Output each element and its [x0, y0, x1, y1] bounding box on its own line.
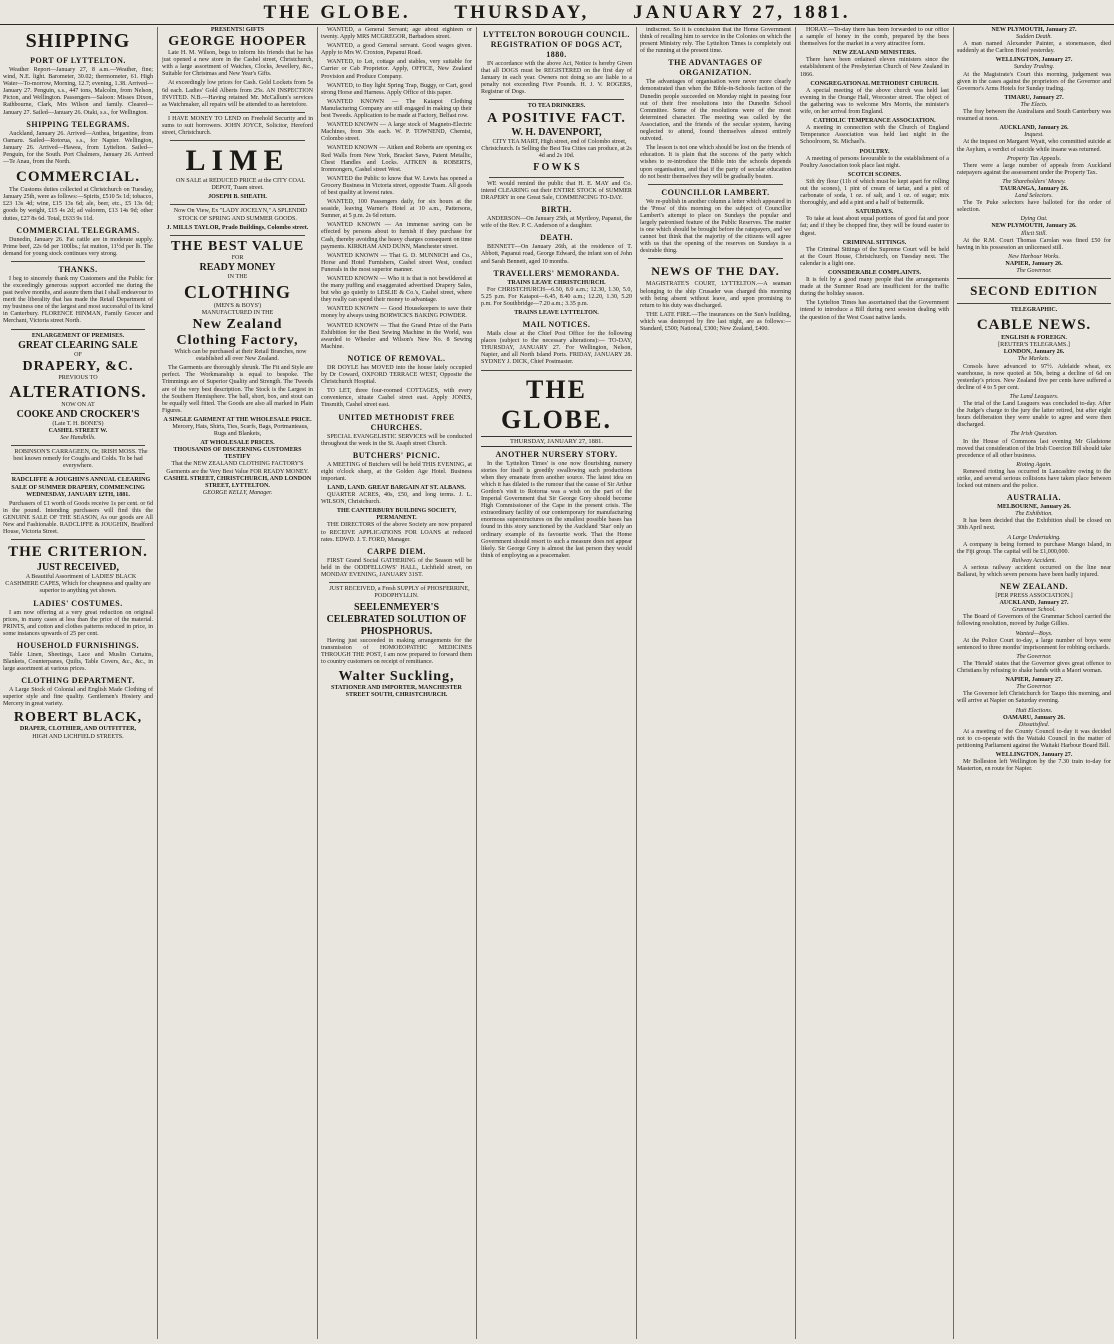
now-on-view-ad: Now On View, Ex "LADY JOCELYN," A SPLENDID STOCK OF SPRING AND SUMMER GOODS. [173, 208, 308, 222]
commercial-telegrams-text: Dunedin, January 26. Fat cattle are in moderate supply. Prime beef, 22s 6d per 100lbs.; fat mutton, 11½d per lb. The demand for young stock continues very strong. [3, 236, 153, 257]
wanted-ad-8: WANTED the Public to know that W. Lewis has opened a Grocery Business in Victoria street, opposite Tuam. All goods of best quality at lowest rates. [321, 175, 472, 196]
suckling-sub: STATIONER AND IMPORTER, MANCHESTER STREET SOUTH, CHRISTCHURCH. [331, 684, 462, 698]
closing-text: The Lyttelton Times has ascertained that the Government intend to introduce a Bill during next session dealing with the question of the West Coast native lands. [800, 300, 949, 321]
travellers-heading: TRAVELLERS' MEMORANDA. [493, 268, 620, 278]
cooke-crocker-heading: COOKE AND CROCKER'S [16, 408, 140, 420]
lime-text: ON SALE at REDUCED PRICE at the CITY COAL DEPOT, Tuam street. [175, 178, 306, 192]
wanted-ad-7: WANTED KNOWN — Aitken and Roberts are opening ex Red Walls from New York, Bracket Saws, Patent Metallic, Chest Handles and Locks. AITKEN & ROBERTS, Ironmongers, Cashel street West. [321, 145, 472, 173]
drapery-heading: DRAPERY, &C. [22, 358, 134, 374]
complaints-heading: CONSIDERABLE COMPLAINTS. [827, 270, 922, 276]
auckland-dateline: AUCKLAND, January 26. [999, 125, 1069, 132]
land-selectors-heading: Land Selectors. [1015, 193, 1053, 200]
plymouth-dateline-2: NEW PLYMOUTH, January 26. [991, 223, 1077, 230]
saturdays-heading: SATURDAYS. [855, 209, 894, 216]
column-rule [157, 27, 158, 1339]
column-1 [3, 27, 153, 1339]
london-dateline: LONDON, January 26. [1003, 349, 1065, 356]
lime-heading: LIME [185, 144, 290, 178]
melbourne-dateline: MELBOURNE, January 26. [997, 504, 1071, 511]
thanks-heading: THANKS. [58, 264, 98, 274]
column-3 [321, 27, 472, 1339]
seelenmeyer-text: Having just succeeded in making arrangements for the transmission of HOMOEOPATHIC MEDICINES THROUGH THE POST, I am now prepared to forward them to country customers on receipt of remittance. [321, 638, 472, 666]
clothing-heading: CLOTHING [183, 281, 292, 302]
ministers-heading: NEW ZEALAND MINISTERS. [832, 50, 917, 57]
oamaru-dateline: OAMARU, January 26. [1003, 714, 1065, 721]
of-label: OF [74, 351, 82, 358]
column-rule [636, 27, 637, 1339]
globe-leader-heading: THE GLOBE. [501, 374, 612, 434]
reuters-label: [REUTER'S TELEGRAMS.] [998, 342, 1070, 349]
birth-text: ANDERSON—On January 25th, at Myrtleoy, Papanui, the wife of the Rev. P. C. Anderson of a daughter. [481, 216, 632, 230]
mills-taylor-name: J. MILLS TAYLOR, Prado Buildings, Colombo street. [166, 224, 309, 231]
positive-fact-heading: A POSITIVE FACT. [487, 110, 626, 126]
wanted-ad-9: WANTED, 100 Passengers daily, for six hours at the seaside, leaving Warner's Hotel at 10 a.m., Pattersons, Sumner, at 5 p.m. 2s 6d return. [321, 199, 472, 220]
land-leaguers-heading: The Land Leaguers. [1009, 393, 1059, 400]
just-received-text: A Beautiful Assortment of LADIES' BLACK CASHMERE CAPES, Which for cheapness and quality are superior to anything yet shown. [5, 574, 151, 595]
seelenmeyer-heading: SEELENMEYER'S CELEBRATED SOLUTION OF PHOSPHORUS. [326, 602, 467, 638]
inquest-text: At the inquest on Margaret Wyatt, who committed suicide at the Asylum, a verdict of suicide while insane was returned. [957, 139, 1111, 153]
robert-black-sub: DRAPER, CLOTHIER, AND OUTFITTER, [19, 726, 137, 733]
sheath-name: JOSEPH B. SHEATH. [208, 194, 267, 201]
hutt-elections-heading: Hutt Elections. [1015, 707, 1053, 714]
governor-heading: The Governor. [1016, 268, 1052, 274]
news-heading: NEWS OF THE DAY. [651, 264, 780, 279]
poultry-heading: POULTRY. [859, 148, 890, 155]
congregational-text: A special meeting of the above church was held last evening in the Orange Hall, Worcester street. The object of the gathering was to welcome Mrs Morris, the minister's wife, on her arrival from England. [800, 87, 949, 116]
masthead-day: THURSDAY, [454, 2, 590, 23]
rioting-heading: Rioting Again. [1016, 461, 1052, 468]
news-text: MAGISTRATE'S COURT, LYTTELTON.—A seaman belonging to the ship Crusader was charged this morning with being absent without leave, and upon promising to return to his duty was discharged. [640, 281, 791, 309]
poultry-text: A meeting of persons favourable to the establishment of a Poultry Association took place last night. [800, 155, 949, 169]
timaru-dateline: TIMARU, January 27. [1004, 94, 1064, 101]
wanted-ad-2: WANTED, a good General servant. Good wages given. Apply to Mrs W. Croxton, Papanui Road. [321, 43, 472, 57]
nz-clothing-factory-text: Which can be purchased at their Retail Branches, now established all over New Zealand. [174, 349, 307, 363]
markets-text: Consols have advanced to 97½. Adelaide wheat, ex warehouse, is now quoted at 50s, being a decline of 6d on yesterday's prices. New Zealand five per cents have suffered a decline of 4 to 5 per cent. [957, 363, 1111, 391]
tauranga-dateline: TAURANGA, January 26. [999, 185, 1069, 192]
butchers-heading: BUTCHERS' PICNIC. [352, 450, 441, 460]
births-heading: BIRTH. [541, 205, 572, 215]
second-edition-heading: SECOND EDITION [970, 283, 1098, 299]
deaths-heading: DEATH. [540, 233, 573, 243]
best-value-heading: THE BEST VALUE [170, 238, 305, 254]
garments-label: Garments are the Very Best Value FOR READY MONEY. [166, 468, 309, 475]
shipping-telegrams-text: Auckland, January 26. Arrived—Anthea, brigantine, from Oamaru. Sailed—Rotorua, s.s., for Napier. Wellington, January 26. Arrived—Hawea, from Lyttelton. Sailed—Penguin, for the South. Port Chalmers, January 26. Arrived—Te Anau, from the North. [3, 130, 153, 166]
english-foreign-heading: ENGLISH & FOREIGN. [1001, 335, 1067, 342]
carpe-diem-text: FIRST Grand Social GATHERING of the Season will be held in the ODDFELLOWS' HALL, Lichfield street, on MONDAY EVENING, JANUARY 31ST. [321, 557, 472, 578]
leader-continued-text: indiscreet. So it is conclusion that the Home Government think of recalling him to service in the Colonies on which the present Ministry rely. The Lyttelton Times is completely out of the running at the present time. [640, 27, 791, 55]
discerning-heading: THOUSANDS OF DISCERNING CUSTOMERS TESTIFY [173, 447, 302, 461]
previous-label: PREVIOUS TO [58, 374, 98, 381]
mail-text: Mails close at the Chief Post Office for the following places (subject to the necessary alterations):— TO-DAY, THURSDAY, JANUARY 27. For Wellington, Nelson, Napier, and all North Island Ports. FRIDAY, JANUARY 28. SYDNEY J. DICK, Chief Postmaster. [481, 331, 632, 366]
wholesale-heading: A SINGLE GARMENT AT THE WHOLESALE PRICE. [163, 416, 312, 423]
wanted-ad-6: WANTED KNOWN — A large stock of Magneto-Electric Machines, from 30s each. W. P. TOWNEND, Chemist, Colombo street. [321, 122, 472, 143]
undertaking-text: A company is being formed to purchase Mango Island, in the Fiji group. The capital will be £1,000,000. [957, 541, 1111, 555]
trains-heading: TRAINS LEAVE CHRISTCHURCH. [507, 279, 606, 286]
elects-heading: The Elects. [1020, 101, 1048, 108]
organization-text: The advantages of organisation were never more clearly demonstrated than when the Bible-in-Schools faction of the Dunedin people succeeded on Monday night in passing four out of their five resolutions into the Dunedin School Committee. Some of the resolutions were of the most determined character. The meeting was called by the Association, and the friends of the secular system, having neglected to attend, found themselves almost entirely outvoted. [640, 79, 791, 143]
cashel-street-label: CASHEL STREET W. [48, 428, 108, 434]
criterion-heading: THE CRITERION. [8, 544, 148, 561]
butchers-text: A MEETING of Butchers will be held THIS EVENING, at eight o'clock sharp, at the Golden Age Hotel. Business important. [321, 461, 472, 482]
column-rule [795, 27, 796, 1339]
organization-heading: THE ADVANTAGES OF ORGANIZATION. [668, 58, 763, 78]
wanted-ad-11: WANTED KNOWN — That G. D. MUNNICH and Co., Horse and Hotel Furnishers, Cashel street West, conduct Funerals in the most superior manner. [321, 252, 472, 273]
dying-out-heading: Dying Out. [1020, 216, 1048, 223]
criminal-text: The Criminal Sittings of the Supreme Court will be held at the Court House, Christchurch, on Tuesday next. The calendar is a light one. [800, 246, 949, 267]
for-label: FOR [231, 254, 244, 261]
masthead-paper: THE GLOBE. [263, 2, 411, 23]
shipping-heading: SHIPPING [25, 30, 131, 52]
trains-lyttelton-heading: TRAINS LEAVE LYTTELTON. [514, 309, 599, 316]
congregational-heading: CONGREGATIONAL METHODIST CHURCH. [810, 80, 939, 87]
nursery-story-text: In the 'Lyttelton Times' is one now flourishing nursery stories for itself is greedily swallowing such productions when they emanate from another source. The latest idea on which it has dilated is the rumour that the cause of Sir Arthur Gordon's visit to Rotorua was a wish on the part of the Imperial Government that Sir George Grey should become High Commissioner of the Cape in the present crisis. The extraordinary facility of our contemporary for manufacturing enormous superstructures on the smallest possible bases has found in this story sanctioned by the Auckland 'Star' only an ordinary example of its favourite work. That the Home Government should resort to such a measure does not appear likely. Sir George Grey is almost the last person they would think of employing as a peacemaker. [481, 460, 632, 559]
column-rule [953, 27, 954, 1339]
tea-heading: TO TEA DRINKERS. [527, 103, 586, 110]
wellington-dateline: WELLINGTON, January 27. [995, 57, 1073, 64]
complaints-text: It is felt by a good many people that the arrangements made at the Sumner Road are insufficient for the traffic during the holiday season. [800, 277, 949, 298]
land-selectors-text: The Te Puke selectors have balloted for the order of selection. [957, 200, 1111, 214]
factory-address: CASHEL STREET, CHRISTCHURCH, AND LONDON STREET, LYTTELTON. [163, 475, 312, 489]
cottages-ad: TO LET, three four-roomed COTTAGES, with every convenience, situate Cashel street east. Apply JONES, Tinsmith, Cashel street east. [321, 388, 472, 409]
sudden-death-text: A man named Alexander Painter, a stonemason, died suddenly at the Carlton Hotel yesterday. [957, 41, 1111, 55]
lambert-heading: COUNCILLOR LAMBERT. [661, 187, 770, 197]
new-zealand-heading: NEW ZEALAND. [999, 582, 1069, 592]
dissatisfied-heading: Dissatisfied. [1018, 721, 1050, 728]
commercial-heading: COMMERCIAL. [16, 169, 140, 186]
telegraphic-heading: TELEGRAPHIC. [1010, 307, 1058, 314]
land-heading: LAND, LAND. GREAT BARGAIN AT ST. ALBANS. [327, 484, 466, 491]
land-leaguers-text: The trial of the Land Leaguers was concluded to-day. After the Judge's charge to the jury the latter retired, but after eight hours deliberation they were unable to agree and were then discharged. [957, 401, 1111, 429]
irish-question-heading: The Irish Question. [1010, 431, 1058, 438]
sunday-trading-text: At the Magistrate's Court this morning, judgement was given in the cases against the proprietors of the Governor and Governor's Arms Hotels for Sunday trading. [957, 71, 1111, 92]
dogs-act-heading: LYTTELTON BOROUGH COUNCIL. REGISTRATION OF DOGS ACT, 1880. [483, 30, 630, 59]
carpe-diem-heading: CARPE DIEM. [367, 546, 426, 556]
column-2 [162, 27, 313, 1339]
sudden-death-heading: Sudden Death. [1016, 34, 1052, 41]
household-text: Table Linen, Sheetings, Lace and Muslin Curtains, Blankets, Counterpanes, Quilts, Table Covers, &c., &c., in large assortment at various prices. [3, 651, 153, 673]
household-heading: HOUSEHOLD FURNISHINGS. [16, 640, 140, 650]
wanted-ad-5: WANTED KNOWN — The Kaiapoi Clothing Manufacturing Company are still engaged in making up their best Tweeds. Application to be made at Factory, Belfast row. [321, 98, 472, 120]
railway-accident-heading: Railway Accident. [1011, 557, 1057, 564]
scones-heading: SCOTCH SCONES. [847, 171, 902, 178]
money-to-lend-ad: I HAVE MONEY TO LEND on Freehold Security and in sums to suit borrowers. JOHN JOYCE, Solicitor, Hereford street, Christchurch. [162, 115, 313, 137]
costumes-heading: LADIES' COSTUMES. [33, 598, 123, 608]
column-6 [800, 27, 949, 1339]
wanted-boys-text: At the Police Court to-day, a large number of boys were sentenced to three months' imprisonment for robbing orchards. [957, 637, 1111, 651]
alterations-heading: ALTERATIONS. [9, 381, 147, 401]
globe-leader-date: THURSDAY, JANUARY 27, 1881. [481, 436, 632, 447]
costumes-text: I am now offering at a very great reduction on original prices, in many cases at less than the price of the material. PRINTS, and cotton and clothes patterns reduced in price, in some instances upwards of 25 per cent. [3, 609, 153, 637]
land-text: QUARTER ACRES, 40s, £50, and long terms. J. L. WILSON, Christchurch. [321, 492, 472, 506]
honey-text: HORAY.—To-day there has been forwarded to our office a sample of honey in the comb, prepared by the bees themselves for the market in a very attractive form. [800, 27, 949, 48]
napier-dateline-2: NAPIER, January 27. [1005, 677, 1063, 684]
nz-clothing-factory-heading: New Zealand Clothing Factory, [176, 317, 299, 349]
removal-text: DR DOYLE has MOVED into the house lately occupied by Dr Coward, OXFORD TERRACE WEST, Opposite the Christchurch Hospital. [321, 364, 472, 386]
press-association-label: [PER PRESS ASSOCIATION.] [995, 593, 1073, 600]
enlargement-heading: ENLARGEMENT OF PREMISES. [31, 332, 125, 339]
dogs-act-text: IN accordance with the above Act, Notice is hereby Given that all DOGS must be REGISTERED on the first day of January in each year. Owners not doing so are liable to a penalty not exceeding Five Pounds. H. J. V. ROGERS, Registrar of Dogs. [481, 61, 632, 96]
nursery-story-heading: ANOTHER NURSERY STORY. [495, 449, 618, 459]
saturdays-text: To take at least about equal portions of good fat and poor fat; and if they be chopped fine, they will be found easier to digest. [800, 216, 949, 237]
that-label: That the NEW ZEALAND CLOTHING FACTORY'S [171, 461, 304, 468]
nz-clothing-factory-body: The Garments are thoroughly shrunk. The Fit and Style are perfect. The Workmanship is equal to bespoke. The Trimmings are of Superior Quality and Strength. The Tweeds are of the very best description. The Stock is the Largest in the Southern Hemisphere. The ball, short, box, and stout can be equally well fitted. The Goods are also all marked in Plain Figures. [162, 365, 313, 414]
rioting-text: Renewed rioting has occurred in Lancashire owing to the strike, and several serious collisions have taken place between locked out miners and the police. [957, 468, 1111, 490]
hooper-heading: GEORGE HOOPER [168, 34, 307, 50]
in-the-label: IN THE [227, 273, 248, 280]
wanted-ad-13: WANTED KNOWN — Good Housekeepers to save their money by always using BORWICK'S BAKING POWDER. [321, 306, 472, 320]
just-received-heading: JUST RECEIVED, [36, 562, 120, 574]
ministers-text: There have been ordained eleven ministers since the establishment of the Presbyterian Church of New Zealand in 1866. [800, 57, 949, 78]
cooke-sub: (Late T. H. BONE'S) [52, 420, 104, 427]
church-heading: UNITED METHODIST FREE CHURCHES. [338, 412, 455, 432]
column-7 [957, 27, 1111, 1339]
column-4 [481, 27, 632, 1339]
fowks-label: F O W K S [533, 161, 580, 173]
dissatisfied-text: At a meeting of the County Council to-day it was decided not to co-operate with the Waitaki Council in the matter of petitioning Parliament against the Waitaki Harbour Board Bill. [957, 728, 1111, 749]
wanted-ad-10: WANTED KNOWN — An immense saving can be effected by persons about to furnish if they purchase for Cash, thereby avoiding the heavy charges consequent on time payments. KIRKHAM AND DUNN, Manchester street. [321, 222, 472, 250]
wellington-dateline-2: WELLINGTON, January 27. [995, 752, 1073, 759]
temperance-heading: CATHOLIC TEMPERANCE ASSOCIATION. [813, 118, 936, 125]
manufactured-label: MANUFACTURED IN THE [201, 309, 274, 316]
temperance-text: A meeting in connection with the Church of England Temperance Association was held last night in the Schoolroom, St. Michael's. [800, 125, 949, 146]
phosferrine-ad: JUST RECEIVED, a Fresh SUPPLY of PHOSFERRINE, PODOPHYLLIN. [329, 586, 470, 600]
building-society-text: THE DIRECTORS of the above Society are now prepared to RECEIVE APPLICATIONS FOR LOANS at reduced rates. EDWD. J. T. FORD, Manager. [321, 522, 472, 543]
grammar-school-heading: Grammar School. [1012, 607, 1056, 614]
wanted-ad-4: WANTED, to Buy light Spring Trap, Buggy, or Cart, good strong Horse and Harness. Apply Office of this paper. [321, 82, 472, 96]
wanted-boys-heading: Wanted—Boys. [1015, 630, 1053, 637]
wellington-text-2: Mr Bolleston left Wellington by the 7.30 train to-day for Masterton, en route for Napier. [957, 759, 1111, 773]
masthead [0, 2, 1114, 25]
hooper-text-2: At exceedingly low prices for Cash. Gold Lockets from 5s 6d each. Ladies' Gold Alberts from 25s. AN INSPECTION INVITED. N.B.—Having retained Mr. McCallum's services as Watchmaker, all repairs will be attended to as heretofore. [162, 80, 313, 108]
grammar-school-text: The Board of Governors of the Grammar School carried the following resolution, moved by Judge Gillies. [957, 614, 1111, 628]
sunday-trading-heading: Sunday Trading. [1013, 64, 1055, 71]
shareholders-heading: The Shareholders' Money. [1002, 178, 1066, 185]
ready-money-heading: READY MONEY [199, 261, 276, 273]
wanted-ad-14: WANTED KNOWN — That the Grand Prize of the Paris Exhibition for the Best Sewing Machine in the World, was awarded to Wheeler and Wilson's New No. 8 Sewing Machine. [321, 322, 472, 350]
undertaking-heading: A Large Undertaking. [1007, 534, 1061, 541]
may-co-notice: WE would remind the public that H. E. MAY and Co. intend CLEARING out their ENTIRE STOCK of SUMMER DRAPERY in one Great Sale, COMMENCING TO-DAY. [481, 180, 632, 202]
hooper-text: Late H. M. Wilson, begs to inform his friends that he has just opened a new store in the Cashel street, Christchurch, with a large assortment of Watches, Clocks, Jewellery, &c., Suitable for Christmas and New Year's Gifts. [162, 50, 313, 78]
clothing-dept-heading: CLOTHING DEPARTMENT. [21, 676, 135, 686]
trains-text: For CHRISTCHURCH—6.50, 8.0 a.m.; 12.30, 1.30, 5.0, 5.25 p.m. For Kaiapoi—6.45, 8.40 a.m.; 12.20, 1.30, 5.20 p.m. For Southbridge—7.20 a.m.; 3.35 p.m. [481, 286, 632, 307]
clothing-dept-text: A Large Stock of Colonial and English Made Clothing of superior style and fine quality. Gentlemen's Hosiery and Mercery in great variety. [3, 687, 153, 708]
wholesale-text: Mercery, Hats, Shirts, Ties, Scarfs, Bags, Portmanteaus, Rugs and Blankets, [172, 424, 309, 438]
criminal-heading: CRIMINAL SITTINGS. [842, 239, 907, 246]
news-text-2: THE LATE FIRE.—The insurances on the Sun's building, which was destroyed by fire last night, are as follows:—Standard, £500; National, £300; New Zealand, £400. [640, 311, 791, 332]
governor-text-2: The Governor left Christchurch for Taupo this morning, and will arrive at Napier on Saturday evening. [957, 691, 1111, 705]
masthead-date: JANUARY 27, 1881. [633, 2, 851, 23]
wanted-ad-3: WANTED, to Let, cottage and stables, very suitable for Carrier or Cab Proprietor. Apply, OFFICE, New Zealand Provision and Produce Company. [321, 59, 472, 80]
organization-text-2: The lesson is not one which should be lost on the friends of education. It is plain that the success of the party which wishes to re-introduce the Bible into the schools depends upon organisation, and that if the party of secular education do not bestir themselves they will be gradually beaten. [640, 145, 791, 180]
australia-heading: AUSTRALIA. [1006, 493, 1062, 503]
factory-manager: GEORGE KELLY, Manager. [202, 489, 273, 496]
the-governor-text: The 'Herald' states that the Governor gives great offence to Christians by refusing to shake hands with a Maori woman. [957, 660, 1111, 675]
now-on-label: NOW ON AT [61, 401, 95, 408]
port-heading: PORT OF LYTTELTON. [30, 56, 126, 65]
plymouth-dateline: NEW PLYMOUTH, January 27. [991, 27, 1077, 33]
building-society-heading: THE CANTERBURY BUILDING SOCIETY, PERMANENT. [336, 508, 457, 522]
wholesale-prices-label: AT WHOLESALE PRICES. [200, 440, 275, 447]
governor-heading-2: The Governor. [1016, 684, 1052, 691]
mail-heading: MAIL NOTICES. [522, 320, 591, 330]
commercial-text: The Customs duties collected at Christchurch on Tuesday, January 25th, were as follows:—Spirits, £510 5s 1d; tobacco, £23 13s 4d; wine, £15 13s 6d; ale, beer, etc., £5 13s 6d; goods by weight, £15 4s 2d; ad valorem, £13 14s 9d; other duties, £27 8s 6d. Total, £633 9s 11d. [3, 187, 153, 222]
napier-dateline: NAPIER, January 26. [1005, 260, 1063, 267]
mens-boys-label: (MEN'S & BOYS') [213, 302, 262, 309]
thanks-text: I beg to sincerely thank my Customers and the Public for the exceedingly generous support accorded me during the past twelve months, and assure them that I shall endeavour to merit the liberality that has made the Retail Department of my business one of the largest and most successful of its kind in Canterbury. FLORENCE HINMAN, Family Grocer and Merchant, Victoria street North. [3, 275, 153, 325]
lambert-text: We re-publish in another column a letter which appeared in the 'Press' of this morning on the subject of Councillor Lambert's attempt to place on Sundays the popular and largely patronised feature of the Public Reserves. The matter is one which should be brought before the ratepayers, and we cannot but think that the majority of the citizens will agree with us that the opening of the reserves on Sundays is a desirable thing. [640, 198, 791, 255]
tea-text: CITY TEA MART, High street, end of Colombo street, Christchurch. Is Selling the Best Tea Cities can produce, at 2s 4d and 2s 10d. [481, 138, 632, 159]
railway-accident-text: A serious railway accident occurred on the line near Ballarat, by which seven persons have been badly injured. [957, 564, 1111, 578]
inquest-heading: Inquest. [1024, 132, 1044, 139]
robert-black-heading: ROBERT BLACK, [13, 710, 143, 726]
church-text: SPECIAL EVANGELISTIC SERVICES will be conducted throughout the week in the St. Asaph street Church. [321, 433, 472, 447]
property-tax-heading: Property Tax Appeals. [1006, 155, 1062, 162]
exhibition-text: It has been decided that the Exhibition shall be closed on 30th April next. [957, 518, 1111, 532]
radcliffe-ad-heading: RADCLIFFE & JOUGHIN'S ANNUAL CLEARING SALE OF SUMMER DRAPERY, COMMENCING WEDNESDAY, JANUARY 12TH, 1881. [11, 477, 151, 498]
harbour-works-heading: New Harbour Works. [1008, 253, 1060, 260]
wanted-ad-1: WANTED, a General Servant; age about eighteen or twenty. Apply MRS MCGREGOR, Barbadoes street. [321, 27, 472, 41]
scones-text: Sift dry flour (11b of which must be kept apart for rolling out the scones), 1 pint of cream of tartar, and a pint of carbonate of soda, 1 oz. of salt, and 1 oz. of sugar; mix thoroughly, and add a pint and a half of buttermilk. [800, 178, 949, 207]
radcliffe-ad-text: Purchasers of £1 worth of Goods receive 1s per cent. or 6d in the pound. Intending purchasers will find this the GENUINE SALE OF THE SEASON, As our goods are All New and Fashionable. RADCLIFFE & JOUGHIN, Bradford House, Victoria Street. [3, 500, 153, 536]
irish-question-text: In the House of Commons last evening Mr Gladstone moved that consideration of the Irish Coercion Bill should take precedence of all other business. [957, 438, 1111, 459]
cable-news-heading: CABLE NEWS. [976, 317, 1092, 334]
shipping-telegrams-heading: SHIPPING TELEGRAMS. [26, 119, 130, 129]
auckland-dateline-2: AUCKLAND, January 27. [999, 600, 1069, 607]
illicit-still-text: At the R.M. Court Thomas Carolan was fined £50 for having in his possession an unlicensed still. [957, 237, 1111, 251]
commercial-telegrams-heading: COMMERCIAL TELEGRAMS. [16, 225, 140, 235]
robinsons-ad: ROBINSON'S CARRAGEEN, Or, IRISH MOSS. The best known remedy for Coughs and Colds. To be had everywhere. [13, 449, 148, 470]
wanted-ad-12: WANTED KNOWN — Who it is that is not bewildered at the many puffing and exaggerated advertised Drapery Sales, but who go quietly to LESLIE & Co.'s, Cashel street, where they really can spend their money to advantage. [321, 276, 472, 304]
the-governor-heading: The Governor. [1016, 653, 1052, 660]
column-rule [476, 27, 477, 1339]
property-tax-text: There were a large number of appeals from Auckland ratepayers against the assessment under the Property Tax. [957, 162, 1111, 176]
elects-text: The fray between the Australians and South Canterbury was resumed at noon. [957, 109, 1111, 123]
column-5 [640, 27, 791, 1339]
illicit-still-heading: Illicit Still. [1020, 230, 1048, 237]
removal-heading: NOTICE OF REMOVAL. [347, 353, 446, 363]
exhibition-heading: The Exhibition. [1015, 511, 1053, 518]
presents-heading: PRESENTS! GIFTS [210, 27, 265, 33]
suckling-heading: Walter Suckling, [338, 668, 455, 684]
death-text: BENNETT—On January 26th, at the residence of T. Abbott, Papanui road, George Edward, the infant son of John and Sarah Bennett, aged 10 months. [481, 244, 632, 265]
column-rule [317, 27, 318, 1339]
robert-black-address: HIGH AND LICHFIELD STREETS. [32, 733, 124, 740]
shipping-text: Weather Report—January 27, 8 a.m.—Weather, fine; wind, N.E. light. Barometer, 30.02; thermometer, 61. High Water—To-morrow, Morning, 12.7; evening, 1.38. Arrived—January 27. Penguin, s.s., 447 tons, Malcolm, from Nelson, Picton, and Wellington. Passengers—Saloon: Misses Dixon, Rathbourne, Clark, Mrs Wilson and family. Cleared—January 27. Sailed—January 26. Otaki, s.s., for Wellington. [3, 67, 153, 116]
markets-heading: The Markets. [1017, 356, 1051, 363]
davenport-heading: W. H. DAVENPORT, [511, 126, 602, 138]
handbills-label: See Handbills. [60, 435, 96, 442]
clearing-sale-heading: GREAT CLEARING SALE [18, 339, 138, 351]
